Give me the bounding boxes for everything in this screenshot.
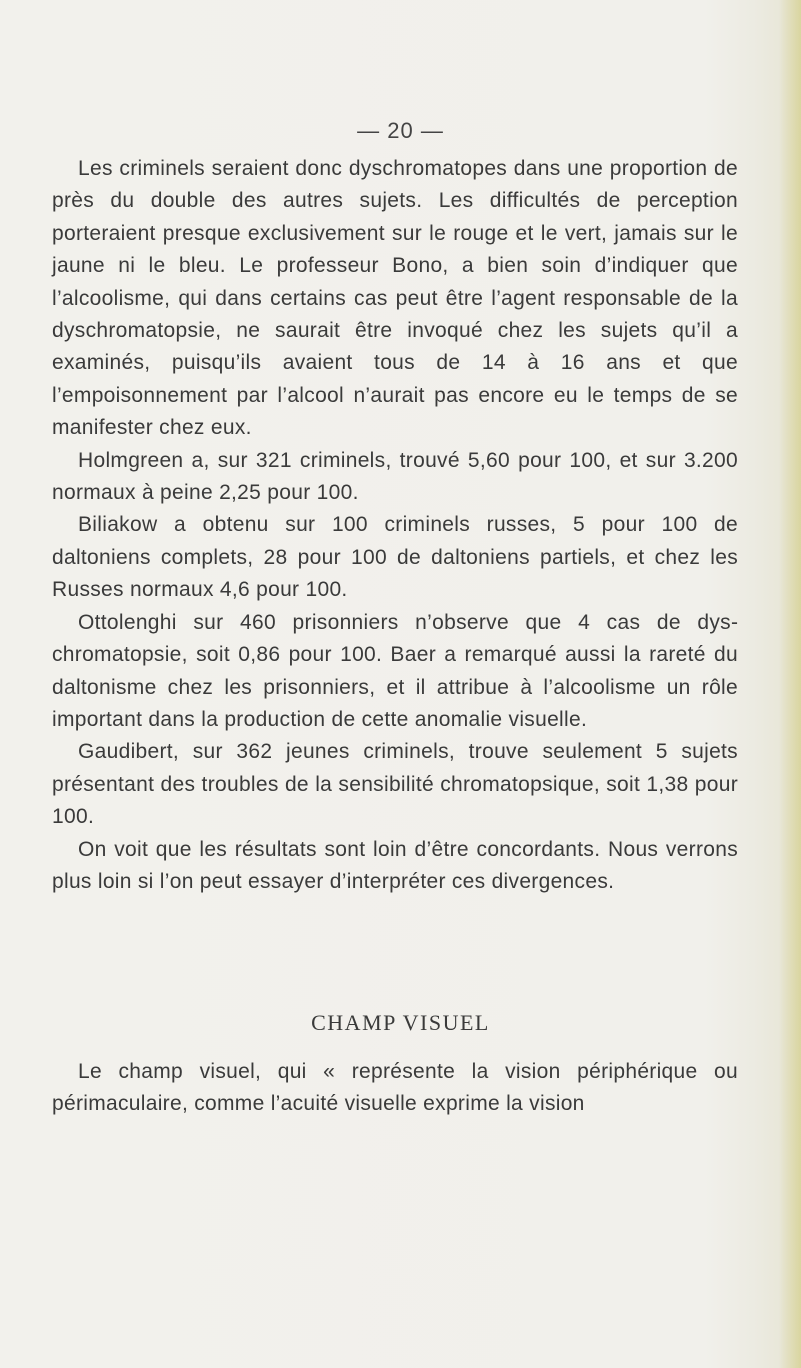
paragraph-4: Ottolenghi sur 460 prisonniers n’observe que 4 cas de dyschromatopsie, soit 0,86 pour 100. Baer a remarqué aussi la rareté du daltonisme chez les prisonniers, et il attribue à l’alcoolisme un rôle important dans la production de cette anomalie visuelle.	[52, 610, 738, 731]
page-edge-shadow	[779, 0, 801, 1368]
paragraph-2: Holmgreen a, sur 321 criminels, trouvé 5,60 pour 100, et sur 3.200 normaux à peine 2,25 pour 100.	[52, 448, 738, 505]
page-number: — 20 —	[357, 118, 444, 143]
paragraph-5: Gaudibert, sur 362 jeunes criminels, trouve seulement 5 sujets présentant des troubles de la sensibilité chromatopsique, soit 1,38 pour 100.	[52, 740, 738, 829]
paragraph-1: Les criminels seraient donc dyschromatopes dans une proportion de près du double des autres sujets. Les difficultés de perception porteraient presque exclusivement sur le rouge et le vert, jamais sur le jaune ni le bleu. Le professeur Bono, a bien soin d’indiquer que l’alcoolisme, qui dans certains cas peut être l’agent responsable de la dyschromatopsie, ne saurait être invoqué chez les sujets qu’il a examinés, puisqu’ils avaient tous de 14 à 16 ans et que l’empoisonnement par l’alcool n’aurait pas encore eu le temps de se manifester chez eux.	[52, 157, 738, 440]
paragraph-6: On voit que les résultats sont loin d’être concordants. Nous verrons plus loin si l’on peut essayer d’interpréter ces divergences.	[52, 837, 738, 893]
section-title: CHAMP VISUEL	[311, 1010, 490, 1035]
body-text	[52, 153, 738, 898]
paragraph-3: Biliakow a obtenu sur 100 criminels russes, 5 pour 100 de daltoniens complets, 28 pour 100 de daltoniens partiels, et chez les Russes normaux 4,6 pour 100.	[52, 513, 738, 602]
section-paragraph-1: Le champ visuel, qui « représente la vision périphérique ou périmaculaire, comme l’acuité visuelle exprime la vision	[52, 1060, 738, 1116]
section-body-text	[52, 1056, 738, 1121]
